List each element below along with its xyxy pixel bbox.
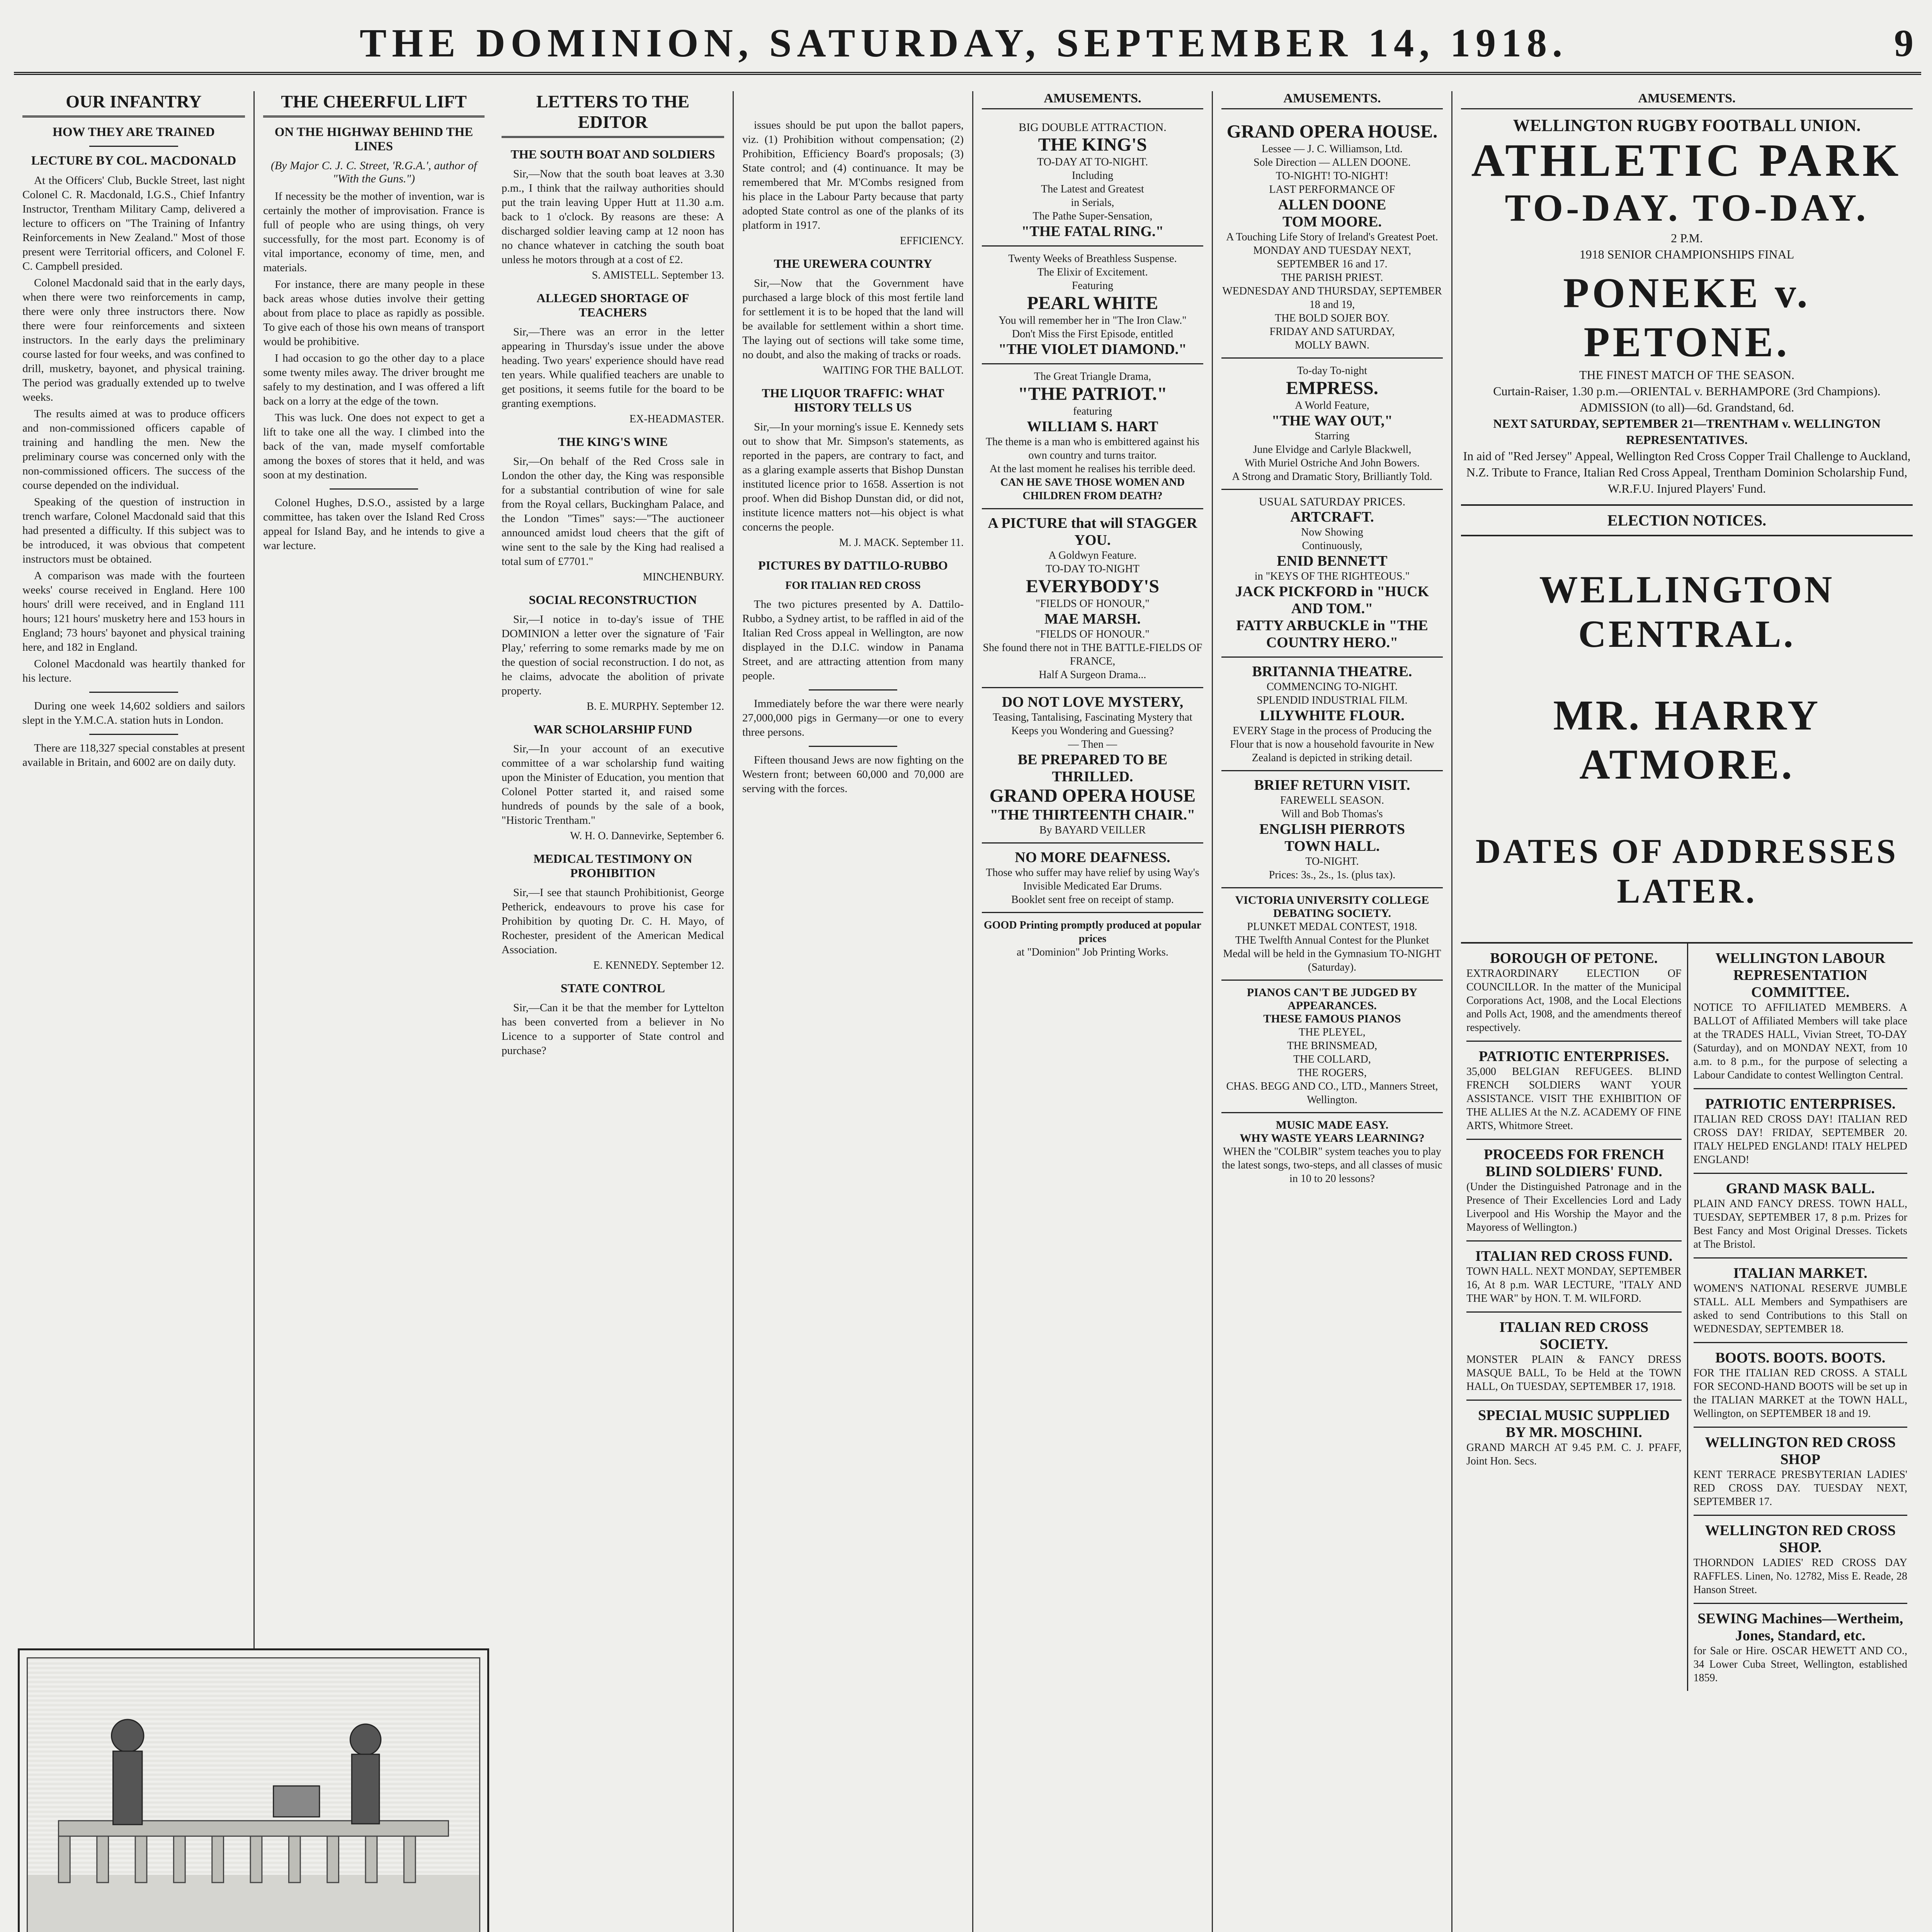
column-7	[1451, 91, 1921, 1932]
election-candidate: MR. HARRY ATMORE.	[1553, 692, 1821, 788]
ad-line: June Elvidge and Carlyle Blackwell,	[1253, 444, 1412, 456]
ad-title: GOOD Printing promptly produced at popular prices	[984, 919, 1201, 945]
election-electorate: WELLINGTON CENTRAL.	[1539, 568, 1835, 655]
notice-body: EXTRAORDINARY ELECTION OF COUNCILLOR. In the matter of the Municipal Corporations Act, 1908, and the Local Elections and Polls Act, 1908, and the amendments thereof respectively.	[1466, 968, 1682, 1034]
ad-title: "THE PATRIOT."	[1018, 384, 1167, 404]
notice	[1466, 1140, 1682, 1242]
paragraph: I had occasion to go the other day to a place some twenty miles away. The driver brought me safely to my destination, and I was offered a lift back on a lorry at the edge of the town.	[263, 352, 485, 407]
ad-line: CHAS. BEGG AND CO., LTD., Manners Street, Wellington.	[1226, 1080, 1438, 1106]
ad-line: COMMENCING TO-NIGHT.	[1266, 681, 1398, 693]
notice	[1694, 1516, 1908, 1604]
ad-line: Now Showing	[1301, 526, 1363, 538]
ad-line: The Pathe Super-Sensation,	[1032, 210, 1153, 222]
ad-line: At the last moment he realises his terrible deed.	[990, 463, 1196, 475]
ad-line: Continuously,	[1302, 540, 1362, 552]
ad-line: WEDNESDAY AND THURSDAY, SEPTEMBER 18 and 19,	[1222, 285, 1442, 311]
notice-body: for Sale or Hire. OSCAR HEWETT AND CO., 34 Lower Cuba Street, Wellington, established 1859.	[1693, 1645, 1907, 1684]
ad-line: CAN HE SAVE THOSE WOMEN AND CHILDREN FROM DEATH?	[1000, 476, 1185, 502]
notice	[1466, 1313, 1682, 1401]
amusement-ad	[982, 247, 1203, 364]
ad-line: featuring	[1073, 405, 1112, 417]
amusement-ad	[1221, 771, 1443, 888]
article-subheadline: FOR ITALIAN RED CROSS	[785, 580, 921, 592]
ad-line: MOLLY BAWN.	[1294, 339, 1369, 351]
soldier-photo-illustration	[27, 1657, 480, 1932]
letter-headline: THE LIQUOR TRAFFIC: WHAT HISTORY TELLS US	[762, 386, 944, 414]
paragraph: During one week 14,602 soldiers and sailors slept in the Y.M.C.A. station huts in London.	[22, 700, 245, 726]
ad-line: A World Feature,	[1295, 400, 1369, 412]
notice-body: (Under the Distinguished Patronage and in the Presence of Their Excellencies Lord and Lady Liverpool and His Worship the Mayor and the Mayoress of Wellington.)	[1466, 1181, 1682, 1233]
notice-heading: ITALIAN RED CROSS FUND.	[1475, 1248, 1673, 1264]
ad-line: "THE THIRTEENTH CHAIR."	[990, 807, 1196, 823]
rugby-teams: PONEKE v. PETONE.	[1563, 269, 1811, 366]
rugby-line: THE FINEST MATCH OF THE SEASON.	[1579, 368, 1795, 382]
ad-line: The Latest and Greatest	[1041, 183, 1144, 195]
ad-line: THE BRINSMEAD,	[1287, 1040, 1378, 1052]
ad-line: The Great Triangle Drama,	[1034, 371, 1151, 383]
ad-line: She found there not in THE BATTLE-FIELDS OF FRANCE,	[983, 642, 1202, 667]
letter-body: Sir,—On behalf of the Red Cross sale in London the other day, the King was responsible for a substantial contribution of wine for sale from the Royal cellars, Buckingham Palace, and the London "Times" says:—"The auctioneer announced amidst loud cheers that the gift of wine sent to the sale by the King had realised a total sum of £7701."	[502, 455, 724, 568]
ad-title: BRIEF RETURN VISIT.	[1254, 777, 1410, 793]
notice-heading: GRAND MASK BALL.	[1726, 1180, 1875, 1197]
ad-venue: ARTCRAFT.	[1290, 509, 1374, 525]
amusement-ad	[982, 913, 1203, 964]
notice-body: MONSTER PLAIN & FANCY DRESS MASQUE BALL, To be Held at the TOWN HALL, On TUESDAY, SEPTEMBER 17, 1918.	[1466, 1354, 1682, 1393]
ad-line: Will and Bob Thomas's	[1281, 808, 1383, 820]
notice	[1466, 1401, 1682, 1474]
divider	[809, 746, 897, 747]
ad-line: TOM MOORE.	[1282, 214, 1382, 230]
paragraph: At the Officers' Club, Buckle Street, last night Colonel C. R. Macdonald, I.G.S., Chief Infantry Instructor, Trentham Military Camp, delivered a lecture to officers on "The Training of Infantry Reinforcements in New Zealand." Most of those present were Territorial officers, and Colonel F. C. Campbell presided.	[22, 174, 245, 272]
letter-signature: E. KENNEDY. September 12.	[593, 959, 724, 971]
rugby-today: TO-DAY. TO-DAY.	[1505, 186, 1869, 229]
paragraph: Colonel Macdonald said that in the early days, when there were two reinforcements in camp, there were only three instructors there. Now there were four reinforcements and sixteen instructors. In the early days the preliminary course lasted for four weeks, and was confined to drill, musketry, bayonet, and physical training. The period was gradually extended up to twelve weeks.	[22, 277, 245, 403]
ad-line: A Goldwyn Feature.	[1048, 549, 1137, 561]
ad-line: SPLENDID INDUSTRIAL FILM.	[1257, 694, 1408, 706]
divider	[809, 689, 897, 690]
letter-signature: B. E. MURPHY. September 12.	[587, 701, 724, 713]
paragraph: Colonel Macdonald was heartily thanked for his lecture.	[22, 658, 245, 684]
amusement-ad	[1221, 981, 1443, 1113]
notice-heading: WELLINGTON LABOUR REPRESENTATION COMMITTEE.	[1715, 950, 1886, 1000]
ad-line: A Touching Life Story of Ireland's Greatest Poet.	[1226, 231, 1438, 243]
letter-body: Sir,—There was an error in the letter appearing in Thursday's issue under the above heading. Two years' experience should have read ten years. While qualified teachers are unable to get positions, it seems futile for the board to be granting exemptions.	[502, 326, 724, 410]
notice-body: ITALIAN RED CROSS DAY! ITALIAN RED CROSS DAY! FRIDAY, SEPTEMBER 20. ITALY HELPED ENGLAND! ITALY HELPED ENGLAND!	[1693, 1113, 1907, 1166]
divider	[89, 734, 178, 735]
divider	[89, 692, 178, 693]
ad-star: ALLEN DOONE	[1278, 197, 1386, 213]
ad-line: Starring	[1315, 430, 1350, 442]
ad-line: THE BOLD SOJER BOY.	[1275, 312, 1389, 324]
section-heading: AMUSEMENTS.	[1221, 91, 1443, 109]
section-heading: AMUSEMENTS.	[1461, 91, 1913, 109]
paragraph: Colonel Hughes, D.S.O., assisted by a large committee, has taken over the Island Red Cross appeal for Island Bay, and he intends to give a war lecture.	[263, 497, 485, 552]
letter-headline: SOCIAL RECONSTRUCTION	[529, 593, 697, 607]
section-heading: LETTERS TO THE EDITOR	[502, 91, 724, 138]
notice	[1694, 1259, 1908, 1343]
ad-line: MONDAY AND TUESDAY NEXT, SEPTEMBER 16 and 17.	[1253, 245, 1411, 270]
ad-line: in "KEYS OF THE RIGHTEOUS."	[1254, 570, 1410, 582]
amusement-ad	[1221, 888, 1443, 981]
notice-body: TOWN HALL. NEXT MONDAY, SEPTEMBER 16, At 8 p.m. WAR LECTURE, "ITALY AND THE WAR" by HON. T. M. WILFORD.	[1466, 1265, 1682, 1304]
classified-left	[1461, 944, 1687, 1691]
amusement-ad	[1221, 658, 1443, 771]
masthead	[14, 14, 1921, 75]
rugby-line: Curtain-Raiser, 1.30 p.m.—ORIENTAL v. BERHAMPORE (3rd Champions).	[1493, 384, 1881, 398]
section-heading: OUR INFANTRY	[22, 91, 245, 117]
column-6	[1212, 91, 1451, 1932]
letter-signature: W. H. O. Dannevirke, September 6.	[570, 830, 724, 842]
letter-body: Sir,—Now that the south boat leaves at 3.30 p.m., I think that the railway authorities should put the train leaving Upper Hutt at 11.30 a.m. back to 1 o'clock. By reasons are these: A discharged soldier leaving camp at 12 noon has no chance whatever in catching the south boat unless he motors through at a cost of £2.	[502, 168, 724, 266]
letter-headline: THE UREWERA COUNTRY	[774, 257, 932, 270]
paragraph: The results aimed at was to produce officers and non-commissioned officers capable of training and handling the men. New the preliminary course was concerned only with the non-commissioned officers. The success of the course depended on the individual.	[22, 408, 245, 492]
amusement-ad	[982, 364, 1203, 509]
ad-line: The Elixir of Excitement.	[1037, 266, 1148, 278]
notice	[1694, 1089, 1908, 1174]
page-number: 9	[1894, 21, 1913, 65]
rugby-park: ATHLETIC PARK	[1471, 134, 1903, 186]
ad-subtitle: WHY WASTE YEARS LEARNING?	[1240, 1132, 1425, 1145]
amusement-ad	[982, 688, 1203, 844]
letter-body: Sir,—I notice in to-day's issue of THE DOMINION a letter over the signature of 'Fair Play,' referring to some remarks made by me on the question of social reconstruction. I do not, as he claims, advocate the abolition of private property.	[502, 613, 724, 697]
election-advertisement	[1461, 536, 1913, 944]
notice-heading: SPECIAL MUSIC SUPPLIED BY MR. MOSCHINI.	[1478, 1407, 1670, 1440]
letter-signature: MINCHENBURY.	[643, 571, 724, 583]
paragraph: Fifteen thousand Jews are now fighting on the Western front; between 60,000 and 70,000 are serving with the forces.	[742, 754, 964, 795]
notice	[1694, 1174, 1908, 1259]
notice-body: KENT TERRACE PRESBYTERIAN LADIES' RED CROSS DAY. TUESDAY NEXT, SEPTEMBER 17.	[1693, 1469, 1907, 1508]
notice-heading: PROCEEDS FOR FRENCH BLIND SOLDIERS' FUND.	[1483, 1146, 1664, 1180]
rugby-line: NEXT SATURDAY, SEPTEMBER 21—TRENTHAM v. WELLINGTON REPRESENTATIVES.	[1493, 417, 1881, 447]
ad-line: TOWN HALL.	[1284, 838, 1380, 854]
notice-heading: PATRIOTIC ENTERPRISES.	[1705, 1096, 1896, 1112]
ad-line: TO-NIGHT! TO-NIGHT!	[1276, 170, 1389, 182]
notice-heading: WELLINGTON RED CROSS SHOP	[1705, 1434, 1896, 1468]
ad-line: A Strong and Dramatic Story, Brilliantly Told.	[1232, 471, 1432, 483]
ad-venue: EMPRESS.	[1286, 378, 1378, 398]
letter-headline: THE SOUTH BOAT AND SOLDIERS	[510, 147, 715, 161]
letter-headline: THE KING'S WINE	[558, 435, 668, 449]
notice-body: WOMEN'S NATIONAL RESERVE JUMBLE STALL. ALL Members and Sympathisers are asked to send Contributions to this Stall on WEDNESDAY, SEPTEMBER 18.	[1693, 1282, 1907, 1335]
notice-body: FOR THE ITALIAN RED CROSS. A STALL FOR SECOND-HAND BOOTS will be set up in the ITALIAN MARKET at the TOWN HALL, Wellington, on SEPTEMBER 18 and 19.	[1693, 1367, 1907, 1420]
ad-line: Teasing, Tantalising, Fascinating Mystery that Keeps you Wondering and Guessing?	[993, 711, 1192, 737]
letter-signature: EFFICIENCY.	[900, 235, 964, 247]
ad-title: PIANOS CAN'T BE JUDGED BY APPEARANCES.	[1247, 986, 1418, 1012]
paragraph: Speaking of the question of instruction in trench warfare, Colonel Macdonald said that this had presented a difficulty. If this subject was to be introduced, it was obvious that competent instructors must be obtained.	[22, 496, 245, 565]
newspaper-page	[14, 14, 1921, 1932]
ad-star: PEARL WHITE	[1027, 293, 1158, 313]
amusement-ad	[982, 844, 1203, 913]
subheadline: LECTURE BY COL. MACDONALD	[31, 154, 236, 168]
ad-venue: EVERYBODY'S	[1026, 576, 1160, 597]
ad-line: MAE MARSH.	[1044, 611, 1141, 627]
ad-line: By BAYARD VEILLER	[1039, 824, 1146, 836]
ad-venue: GRAND OPERA HOUSE	[989, 786, 1196, 806]
masthead-title: THE DOMINION, SATURDAY, SEPTEMBER 14, 1918.	[359, 20, 1568, 65]
ad-line: ENID BENNETT	[1277, 553, 1388, 569]
ad-line: — Then —	[1068, 738, 1117, 750]
paragraph: issues should be put upon the ballot papers, viz. (1) Prohibition without compensation; (2) Prohibition, Efficiency Board's proposals; (3) State control; and (4) continuance. It may be remembered that Mr. M'Combs resigned from his place in the Labour Party because that party adopted State control as one of the planks of its platform in 1917.	[742, 119, 964, 231]
notice-body: 35,000 BELGIAN REFUGEES. BLIND FRENCH SOLDIERS WANT YOUR ASSISTANCE. VISIT THE EXHIBITION OF THE ALLIES At the N.Z. ACADEMY OF FINE ARTS, Whitmore Street.	[1466, 1066, 1682, 1132]
notice-body: PLAIN AND FANCY DRESS. TOWN HALL, TUESDAY, SEPTEMBER 17, 8 p.m. Prizes for Best Fancy and Most Original Dresses. Tickets at The Bristol.	[1693, 1198, 1907, 1250]
letter-headline: MEDICAL TESTIMONY ON PROHIBITION	[533, 852, 692, 880]
ad-line: LAST PERFORMANCE OF	[1269, 184, 1395, 196]
ad-line: With Muriel Ostriche And John Bowers.	[1244, 457, 1420, 469]
paragraph: The two pictures presented by A. Dattilo-Rubbo, a Sydney artist, to be raffled in aid of the Italian Red Cross appeal in Wellington, are now displayed in the D.I.C. window in Panama Street, and are attracting attention from many people.	[742, 598, 964, 682]
ad-subtitle: THESE FAMOUS PIANOS	[1263, 1012, 1401, 1025]
letter-headline: ALLEGED SHORTAGE OF TEACHERS	[536, 291, 689, 319]
ad-line: THE PLEYEL,	[1299, 1026, 1366, 1038]
article-headline: PICTURES BY DATTILO-RUBBO	[758, 558, 948, 572]
ad-star: WILLIAM S. HART	[1027, 418, 1158, 435]
paragraph: For instance, there are many people in these back areas whose duties involve their getting about from place to place as rapidly as possible. To give each of those his own means of transport would be prohibitive.	[263, 278, 485, 348]
ad-line: JACK PICKFORD in "HUCK AND TOM."	[1235, 583, 1429, 617]
amusement-ad	[1221, 116, 1443, 359]
column-4	[733, 91, 972, 1932]
ad-line: PLUNKET MEDAL CONTEST, 1918.	[1247, 921, 1417, 933]
ad-line: Sole Direction — ALLEN DOONE.	[1253, 156, 1411, 168]
ad-title: USUAL SATURDAY PRICES.	[1259, 495, 1406, 508]
byline: (By Major C. J. C. Street, 'R.G.A.', author of "With the Guns.")	[270, 159, 477, 185]
divider	[330, 488, 418, 490]
notice	[1694, 944, 1908, 1089]
ad-line: "THE FATAL RING."	[1021, 223, 1164, 240]
ad-title: VICTORIA UNIVERSITY COLLEGE	[1235, 894, 1429, 906]
ad-line: THE ROGERS,	[1298, 1067, 1367, 1079]
ad-line: Twenty Weeks of Breathless Suspense.	[1008, 253, 1177, 265]
ad-line: Half A Surgeon Drama...	[1039, 669, 1146, 681]
rugby-line: In aid of "Red Jersey" Appeal, Wellington Red Cross Copper Trail Challenge to Auckland, N.Z. Tribute to France, Italian Red Cross Appeal, Trentham Dominion Scholarship Fund, W.R.F.U. Injured Players' Fund.	[1463, 449, 1911, 495]
ad-line: Those who suffer may have relief by using Way's Invisible Medicated Ear Drums.	[986, 867, 1199, 892]
ad-line: FRIDAY AND SATURDAY,	[1269, 326, 1395, 338]
ad-venue: ENGLISH PIERROTS	[1259, 821, 1405, 837]
letter-headline: STATE CONTROL	[561, 981, 665, 995]
notice-heading: ITALIAN MARKET.	[1733, 1265, 1867, 1281]
ad-title: BIG DOUBLE ATTRACTION.	[1019, 121, 1167, 134]
amusement-ad	[1221, 1113, 1443, 1191]
notice-heading: ITALIAN RED CROSS SOCIETY.	[1499, 1319, 1649, 1352]
notice-heading: BOROUGH OF PETONE.	[1490, 950, 1658, 966]
divider	[89, 146, 178, 147]
notice-heading: PATRIOTIC ENTERPRISES.	[1478, 1048, 1669, 1065]
letter-body: Sir,—In your account of an executive committee of a war scholarship fund waiting upon the Minister of Education, you mention that Colonel Potter started it, and raised some hundreds of pounds by the sale of a book, "Historic Trentham."	[502, 743, 724, 827]
ad-line: "FIELDS OF HONOUR,"	[1036, 598, 1150, 610]
letter-body: Sir,—I see that staunch Prohibitionist, George Petherick, endeavours to prove his case for Prohibition by quoting Dr. C. H. Mayo, of Rochester, president of the American Medical Association.	[502, 886, 724, 956]
notice	[1466, 944, 1682, 1042]
amusement-ad	[982, 509, 1203, 688]
column-3	[493, 91, 733, 1932]
ad-line: You will remember her in "The Iron Claw."	[998, 315, 1187, 327]
letter-body: Sir,—Now that the Government have purchased a large block of this most fertile land for settlement it is to be hoped that the land will be available for settlement within a short time. The laying out of sections will take some time, no doubt, and also the making of tracks or roads.	[742, 277, 964, 361]
election-notices-heading: ELECTION NOTICES.	[1461, 506, 1913, 536]
rugby-champ: 1918 SENIOR CHAMPIONSHIPS FINAL	[1579, 247, 1794, 261]
rugby-line: ADMISSION (to all)—6d. Grandstand, 6d.	[1579, 400, 1794, 414]
letter-signature: WAITING FOR THE BALLOT.	[823, 364, 964, 376]
notice	[1694, 1343, 1908, 1428]
ad-venue: THE KING'S	[1038, 134, 1147, 155]
election-dates: DATES OF ADDRESSES LATER.	[1475, 832, 1898, 910]
ad-line: LILYWHITE FLOUR.	[1260, 707, 1405, 724]
ad-line: FATTY ARBUCKLE in "THE COUNTRY HERO."	[1236, 617, 1428, 651]
ad-title: A PICTURE that will STAGGER YOU.	[988, 515, 1197, 548]
notice-body: GRAND MARCH AT 9.45 P.M. C. J. PFAFF, Joint Hon. Secs.	[1466, 1442, 1682, 1467]
ad-title: NO MORE DEAFNESS.	[1015, 849, 1170, 866]
ad-line: THE PARISH PRIEST.	[1281, 272, 1383, 284]
ad-line: Don't Miss the First Episode, entitled	[1012, 328, 1173, 340]
ad-line: The theme is a man who is embittered against his own country and turns traitor.	[986, 436, 1199, 461]
ad-line: in Serials,	[1071, 197, 1114, 209]
ad-line: Lessee — J. C. Williamson, Ltd.	[1262, 143, 1403, 155]
rugby-advertisement	[1461, 116, 1913, 506]
notice	[1466, 1042, 1682, 1140]
classified-notices	[1461, 944, 1913, 1691]
ad-line: Booklet sent free on receipt of stamp.	[1011, 894, 1174, 906]
ad-line: Featuring	[1071, 280, 1114, 292]
letter-signature: S. AMISTELL. September 13.	[592, 269, 724, 281]
letter-signature: M. J. MACK. September 11.	[839, 537, 964, 549]
ad-line: TO-DAY TO-NIGHT	[1046, 563, 1139, 575]
ad-line: "FIELDS OF HONOUR."	[1036, 628, 1150, 640]
ad-line: BE PREPARED TO BE THRILLED.	[1017, 752, 1168, 785]
ad-line: TO-DAY AT TO-NIGHT.	[1037, 156, 1148, 168]
ad-line: THE Twelfth Annual Contest for the Plunket Medal will be held in the Gymnasium TO-NIGHT (Saturday).	[1223, 934, 1441, 973]
notice-heading: BOOTS. BOOTS. BOOTS.	[1715, 1350, 1886, 1366]
rugby-org: WELLINGTON RUGBY FOOTBALL UNION.	[1513, 116, 1861, 135]
section-heading: AMUSEMENTS.	[982, 91, 1203, 109]
paragraph: If necessity be the mother of invention, war is certainly the mother of improvisation. France is full of people who are using things, oh very successfully, for the most part. Economy is of vital importance, economy of time, men, and materials.	[263, 190, 485, 274]
column-5	[972, 91, 1212, 1932]
letter-headline: WAR SCHOLARSHIP FUND	[533, 722, 692, 736]
headline: HOW THEY ARE TRAINED	[53, 125, 215, 139]
ad-title: "THE WAY OUT,"	[1271, 413, 1393, 429]
notice-heading: WELLINGTON RED CROSS SHOP.	[1705, 1522, 1896, 1556]
ad-line: WHEN the "COLBIR" system teaches you to play the latest songs, two-steps, and all classes of music in 10 to 20 lessons?	[1222, 1146, 1442, 1185]
ad-title: GRAND OPERA HOUSE.	[1226, 121, 1438, 142]
ad-line: EVERY Stage in the process of Producing the Flour that is now a household favourite in New Zealand is depicted in striking detail.	[1230, 725, 1434, 764]
ad-line: TO-NIGHT.	[1305, 855, 1359, 867]
notice-heading: SEWING Machines—Wertheim, Jones, Standard, etc.	[1697, 1611, 1903, 1644]
amusement-ad	[982, 116, 1203, 247]
ad-title: MUSIC MADE EASY.	[1276, 1119, 1389, 1131]
paragraph: Immediately before the war there were nearly 27,000,000 pigs in Germany—or one to every three persons.	[742, 697, 964, 738]
ad-line: Prices: 3s., 2s., 1s. (plus tax).	[1269, 869, 1396, 881]
ad-title: DO NOT LOVE MYSTERY,	[1002, 694, 1184, 710]
section-heading: THE CHEERFUL LIFT	[263, 91, 485, 117]
paragraph: A comparison was made with the fourteen weeks' course received in England. Here 100 hours' drill were received, and in England 111 hours; 121 hours' musketry here and 153 hours in England; 73 hours' bayonet and physical training here, and 182 in England.	[22, 570, 245, 653]
letter-signature: EX-HEADMASTER.	[629, 413, 724, 425]
rugby-time: 2 P.M.	[1671, 231, 1703, 245]
soldier-photo-icon	[28, 1658, 479, 1932]
notice	[1694, 1428, 1908, 1516]
letter-body: Sir,—In your morning's issue E. Kennedy sets out to show that Mr. Simpson's statements, as reported in the papers, are contrary to fact, and as a glaring example asserts that Bishop Dunstan instituted licence prior to 1658. Assertion is not proof. When did Bishop Dunstan did, or did not, institute licence matters not—his object is what concerns the people.	[742, 421, 964, 533]
notice-body: NOTICE TO AFFILIATED MEMBERS. A BALLOT of Affiliated Members will take place at the TRADES HALL, Vivian Street, TO-DAY (Saturday), and on MONDAY NEXT, from 10 a.m. to 8 p.m., for the purpose of selecting a Labour Candidate to contest Wellington Central.	[1693, 1002, 1907, 1081]
classified-right	[1687, 944, 1913, 1691]
ad-line: To-day To-night	[1297, 365, 1367, 377]
ad-line: at "Dominion" Job Printing Works.	[1017, 946, 1168, 958]
amusement-ad	[1221, 359, 1443, 490]
ad-line: THE COLLARD,	[1293, 1053, 1371, 1065]
ad-subtitle: DEBATING SOCIETY.	[1273, 907, 1391, 920]
notice-body: THORNDON LADIES' RED CROSS DAY RAFFLES. Linen, No. 12782, Miss E. Reade, 28 Hanson Street.	[1693, 1557, 1907, 1596]
notice	[1466, 1242, 1682, 1313]
headline: ON THE HIGHWAY BEHIND THE LINES	[274, 125, 473, 153]
ad-line: Including	[1071, 170, 1114, 182]
notice	[1694, 1604, 1908, 1691]
kodak-advertisement	[18, 1648, 489, 1932]
ad-title: BRITANNIA THEATRE.	[1252, 663, 1412, 680]
letter-body: Sir,—Can it be that the member for Lyttelton has been converted from a believer in No Licence to a supporter of State control and purchase?	[502, 1002, 724, 1057]
ad-line: "THE VIOLET DIAMOND."	[998, 341, 1187, 357]
paragraph: This was luck. One does not expect to get a lift to take one all the way. I climbed into the back of the van, made myself comfortable among the boxes of stores that it held, and was soon at my destination.	[263, 412, 485, 481]
ad-line: FAREWELL SEASON.	[1280, 794, 1384, 806]
amusement-ad	[1221, 490, 1443, 658]
paragraph: There are 118,327 special constables at present available in Britain, and 6002 are on daily duty.	[22, 742, 245, 769]
